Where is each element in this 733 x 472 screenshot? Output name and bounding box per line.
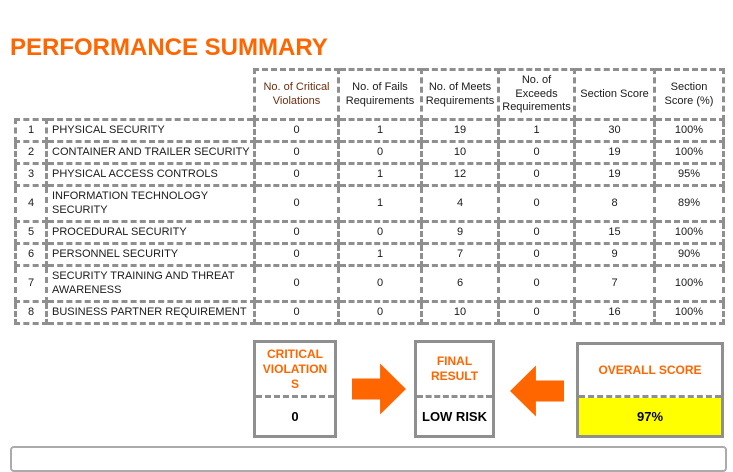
score-cell: 9 [575,244,655,266]
col-header-exceeds-requirements: No. of Exceeds Requirements [499,70,575,120]
table-header-row [16,70,724,120]
exceeds-cell: 1 [499,120,575,142]
category-cell: SECURITY TRAINING AND THREAT AWARENESS [47,266,255,302]
category-cell: PROCEDURAL SECURITY [47,222,255,244]
meets-cell: 10 [422,142,499,164]
exceeds-cell: 0 [499,266,575,302]
score-cell: 19 [575,164,655,186]
critical-cell: 0 [255,120,339,142]
fails-cell: 0 [339,302,422,324]
meets-cell: 10 [422,302,499,324]
critical-cell: 0 [255,222,339,244]
meets-cell: 19 [422,120,499,142]
critical-violations-value: 0 [291,409,299,424]
critical-violations-label: CRITICAL VIOLATIONS [256,343,334,398]
table-row [16,120,724,142]
col-header-fails-requirements: No. of Fails Requirements [339,70,422,120]
score-cell: 15 [575,222,655,244]
score-cell: 8 [575,186,655,222]
final-result-label: FINAL RESULT [417,343,492,398]
col-header-section-score-pct: Section Score (%) [655,70,724,120]
fails-cell: 1 [339,244,422,266]
meets-cell: 9 [422,222,499,244]
category-cell: BUSINESS PARTNER REQUIREMENT [47,302,255,324]
critical-cell: 0 [255,266,339,302]
pct-cell: 100% [655,120,724,142]
fails-cell: 0 [339,142,422,164]
meets-cell: 4 [422,186,499,222]
score-cell: 16 [575,302,655,324]
category-cell: INFORMATION TECHNOLOGY SECURITY [47,186,255,222]
pct-cell: 90% [655,244,724,266]
meets-cell: 12 [422,164,499,186]
critical-cell: 0 [255,186,339,222]
category-cell: CONTAINER AND TRAILER SECURITY [47,142,255,164]
col-header-section-score: Section Score [575,70,655,120]
pct-cell: 95% [655,164,724,186]
exceeds-cell: 0 [499,244,575,266]
row-number: 1 [16,120,47,142]
performance-table [14,68,725,325]
fails-cell: 1 [339,186,422,222]
fails-cell: 1 [339,164,422,186]
category-cell: PERSONNEL SECURITY [47,244,255,266]
col-header-critical-violations: No. of Critical Violations [255,70,339,120]
overall-score-value: 97% [579,398,721,435]
score-cell: 30 [575,120,655,142]
header-spacer [16,70,47,120]
table-row [16,142,724,164]
header-spacer [47,70,255,120]
final-result-value: LOW RISK [422,409,487,424]
col-header-meets-requirements: No. of Meets Requirements [422,70,499,120]
row-number: 7 [16,266,47,302]
category-cell: PHYSICAL ACCESS CONTROLS [47,164,255,186]
table-row [16,244,724,266]
exceeds-cell: 0 [499,222,575,244]
exceeds-cell: 0 [499,302,575,324]
row-number: 5 [16,222,47,244]
critical-cell: 0 [255,142,339,164]
row-number: 8 [16,302,47,324]
row-number: 4 [16,186,47,222]
score-cell: 7 [575,266,655,302]
table-row [16,302,724,324]
meets-cell: 7 [422,244,499,266]
table-row [16,164,724,186]
fails-cell: 0 [339,266,422,302]
table-row [16,222,724,244]
pct-cell: 100% [655,222,724,244]
meets-cell: 6 [422,266,499,302]
exceeds-cell: 0 [499,142,575,164]
overall-score-label: OVERALL SCORE [579,345,721,398]
row-number: 3 [16,164,47,186]
critical-cell: 0 [255,244,339,266]
exceeds-cell: 0 [499,164,575,186]
row-number: 6 [16,244,47,266]
critical-cell: 0 [255,164,339,186]
arrow-right-icon [352,360,406,418]
pct-cell: 100% [655,142,724,164]
table-row [16,266,724,302]
pct-cell: 100% [655,302,724,324]
overall-score-box [576,342,724,438]
arrow-left-icon [510,362,564,420]
critical-violations-box [253,340,337,438]
next-section-panel [10,446,727,472]
pct-cell: 100% [655,266,724,302]
final-result-box [414,340,495,438]
table-row [16,186,724,222]
page-title: PERFORMANCE SUMMARY [10,34,328,61]
category-cell: PHYSICAL SECURITY [47,120,255,142]
fails-cell: 0 [339,222,422,244]
critical-cell: 0 [255,302,339,324]
exceeds-cell: 0 [499,186,575,222]
fails-cell: 1 [339,120,422,142]
score-cell: 19 [575,142,655,164]
pct-cell: 89% [655,186,724,222]
row-number: 2 [16,142,47,164]
